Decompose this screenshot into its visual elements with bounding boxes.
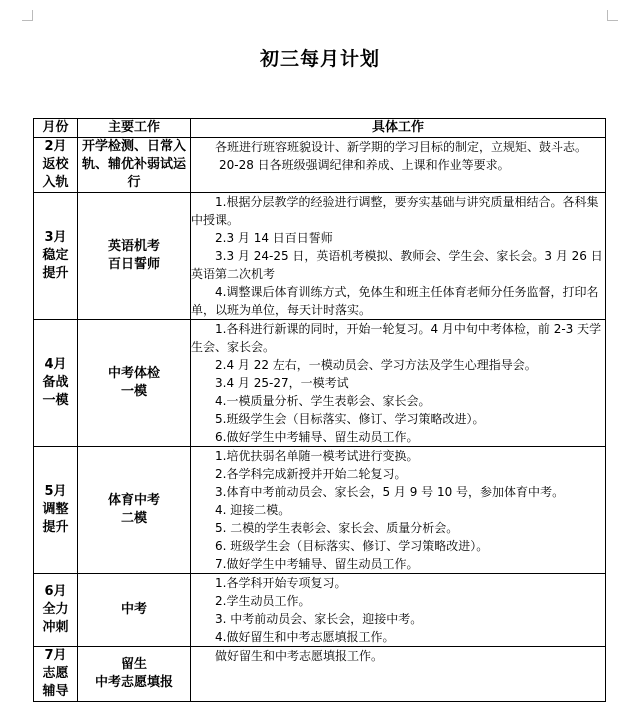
month-cell	[34, 320, 78, 447]
detail-item: 1.各科进行新课的同时，开始一轮复习。4 月中旬中考体检，前 2-3 天学生会、家长会。	[191, 322, 602, 354]
task-cell	[78, 193, 191, 320]
month-cell	[34, 138, 78, 193]
month-theme-line: 冲刺	[42, 620, 69, 635]
detail-item: 2.各学科完成新授并开始二轮复习。	[215, 467, 407, 481]
detail-item: 1.培优扶弱名单随一模考试进行变换。	[215, 449, 419, 463]
detail-item: 4.调整课后体育训练方式，免体生和班主任体育老师分任务监督，打印名单，以班为单位，每天计时落实。	[191, 285, 599, 317]
task-line: 开学检测、日常入轨、辅优补弱试运行	[81, 139, 186, 190]
detail-item: 2.3 月 14 日百日誓师	[215, 231, 333, 245]
detail-cell	[191, 647, 606, 702]
detail-cell	[191, 320, 606, 447]
detail-item: 2.学生动员工作。	[215, 594, 311, 608]
month-label: 6月	[44, 584, 67, 599]
detail-item: 1.各学科开始专项复习。	[215, 576, 347, 590]
page-corner-mark-left	[22, 10, 33, 21]
task-line: 二模	[120, 511, 147, 526]
task-line: 中考	[120, 602, 147, 617]
task-line: 英语机考	[107, 239, 160, 254]
month-theme-line: 提升	[42, 266, 69, 281]
detail-item: 3.体育中考前动员会、家长会，5 月 9 号 10 号，参加体育中考。	[215, 485, 565, 499]
detail-item: 4.一模质量分析、学生表彰会、家长会。	[215, 394, 431, 408]
month-cell	[34, 574, 78, 647]
detail-item: 5.班级学生会（目标落实、修订、学习策略改进）。	[215, 412, 485, 426]
detail-item: 6.做好学生中考辅导、留生动员工作。	[215, 430, 419, 444]
page-corner-mark-right	[607, 10, 618, 21]
task-line: 体育中考	[107, 493, 160, 508]
detail-item: 5. 二模的学生表彰会、家长会、质量分析会。	[215, 521, 459, 535]
month-cell	[34, 647, 78, 702]
task-cell	[78, 447, 191, 574]
month-theme-line: 全力	[42, 602, 69, 617]
detail-item: 做好留生和中考志愿填报工作。	[215, 649, 384, 663]
detail-item: 4.做好留生和中考志愿填报工作。	[215, 630, 395, 644]
month-label: 7月	[44, 648, 67, 663]
detail-cell	[191, 574, 606, 647]
table-row	[34, 647, 606, 702]
detail-item: 3.3 月 24-25 日，英语机考模拟、教师会、学生会、家长会。3 月 26 日英语第二次机考	[191, 249, 603, 281]
detail-item: 3.4 月 25-27，一模考试	[215, 376, 349, 390]
header-task: 主要工作	[78, 119, 191, 138]
detail-cell	[191, 447, 606, 574]
detail-item: 7.做好学生中考辅导、留生动员工作。	[215, 557, 419, 571]
task-cell	[78, 320, 191, 447]
detail-item: 各班进行班容班貌设计、新学期的学习目标的制定，立规矩、鼓斗志。	[215, 140, 588, 154]
month-theme-line: 一模	[42, 393, 69, 408]
header-month: 月份	[34, 119, 78, 138]
detail-cell	[191, 193, 606, 320]
task-cell	[78, 574, 191, 647]
detail-item: 3. 中考前动员会、家长会，迎接中考。	[215, 612, 423, 626]
month-theme-line: 备战	[42, 375, 69, 390]
table-row	[34, 574, 606, 647]
table-row	[34, 138, 606, 193]
month-theme-line: 入轨	[42, 175, 69, 190]
table-row	[34, 320, 606, 447]
task-line: 百日誓师	[107, 257, 160, 272]
detail-item: 20-28 日各班级强调纪律和养成、上课和作业等要求。	[219, 158, 510, 172]
month-theme-line: 调整	[42, 502, 69, 517]
task-cell	[78, 138, 191, 193]
detail-cell	[191, 138, 606, 193]
month-cell	[34, 447, 78, 574]
month-label: 2月	[44, 139, 67, 154]
task-line: 中考体检	[107, 366, 160, 381]
detail-item: 1.根据分层教学的经验进行调整，要夯实基础与讲究质量相结合。各科集中授课。	[191, 195, 599, 227]
task-line: 留生	[120, 657, 147, 672]
table-row	[34, 193, 606, 320]
month-theme-line: 提升	[42, 520, 69, 535]
month-theme-line: 稳定	[42, 248, 69, 263]
task-cell	[78, 647, 191, 702]
month-cell	[34, 193, 78, 320]
month-theme-line: 志愿	[42, 666, 69, 681]
month-label: 5月	[44, 484, 67, 499]
page-title: 初三每月计划	[259, 48, 380, 70]
month-label: 3月	[44, 230, 67, 245]
month-theme-line: 辅导	[42, 684, 69, 699]
task-line: 一模	[120, 384, 147, 399]
detail-item: 4. 迎接二模。	[215, 503, 291, 517]
header-detail: 具体工作	[191, 119, 606, 138]
detail-item: 2.4 月 22 左右，一模动员会、学习方法及学生心理指导会。	[215, 358, 537, 372]
task-line: 中考志愿填报	[94, 675, 173, 690]
detail-item: 6. 班级学生会（目标落实、修订、学习策略改进）。	[215, 539, 489, 553]
month-theme-line: 返校	[42, 157, 69, 172]
table-header-row	[34, 119, 606, 138]
plan-table	[33, 118, 606, 702]
table-row	[34, 447, 606, 574]
month-label: 4月	[44, 357, 67, 372]
